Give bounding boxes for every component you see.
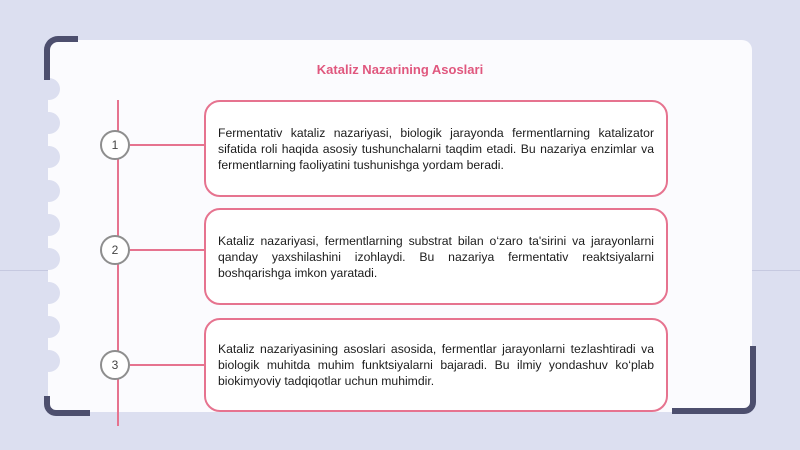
binder-notch [38,214,60,236]
connector-line [130,144,204,146]
binder-notch [38,78,60,100]
connector-line [130,364,204,366]
binder-notch [38,180,60,202]
connector-line [130,249,204,251]
binder-notch [38,350,60,372]
binder-notch [38,316,60,338]
step-box-1 [204,100,668,197]
page-title: Kataliz Nazarining Asoslari [316,62,484,77]
step-text-1: Fermentativ kataliz nazariyasi, biologik jarayonda fermentlarning katalizator sifatida roli haqida asosiy tushunchalarni taqdim etadi. Bu nazariya enzimlar va fermentlarning faoliyatini tushunishga yordam beradi. [218,125,654,172]
step-number-1: 1 [100,130,130,160]
step-box-3 [204,318,668,412]
step-text-3: Kataliz nazariyasining asoslari asosida, fermentlar jarayonlarni tezlashtiradi va biologik muhitda muhim funktsiyalarni bajaradi. Bu ilmiy yondashuv ko‘plab biokimyoviy tadqiqotlar uchun muhimdir. [218,342,654,388]
binder-notch [38,112,60,134]
binder-notch [38,248,60,270]
binder-notch [38,146,60,168]
corner-bracket-bottom-right [672,346,756,414]
step-number-3: 3 [100,350,130,380]
step-number-2: 2 [100,235,130,265]
step-box-2 [204,208,668,305]
corner-bracket-bottom-left [44,396,90,416]
binder-notch [38,282,60,304]
step-text-2: Kataliz nazariyasi, fermentlarning substrat bilan o‘zaro ta'sirini va jarayonlarni qanday yaxshilashini izohlaydi. Bu nazariya fermentativ reaktsiyalarni boshqarishga imkon yaratadi. [218,233,654,280]
